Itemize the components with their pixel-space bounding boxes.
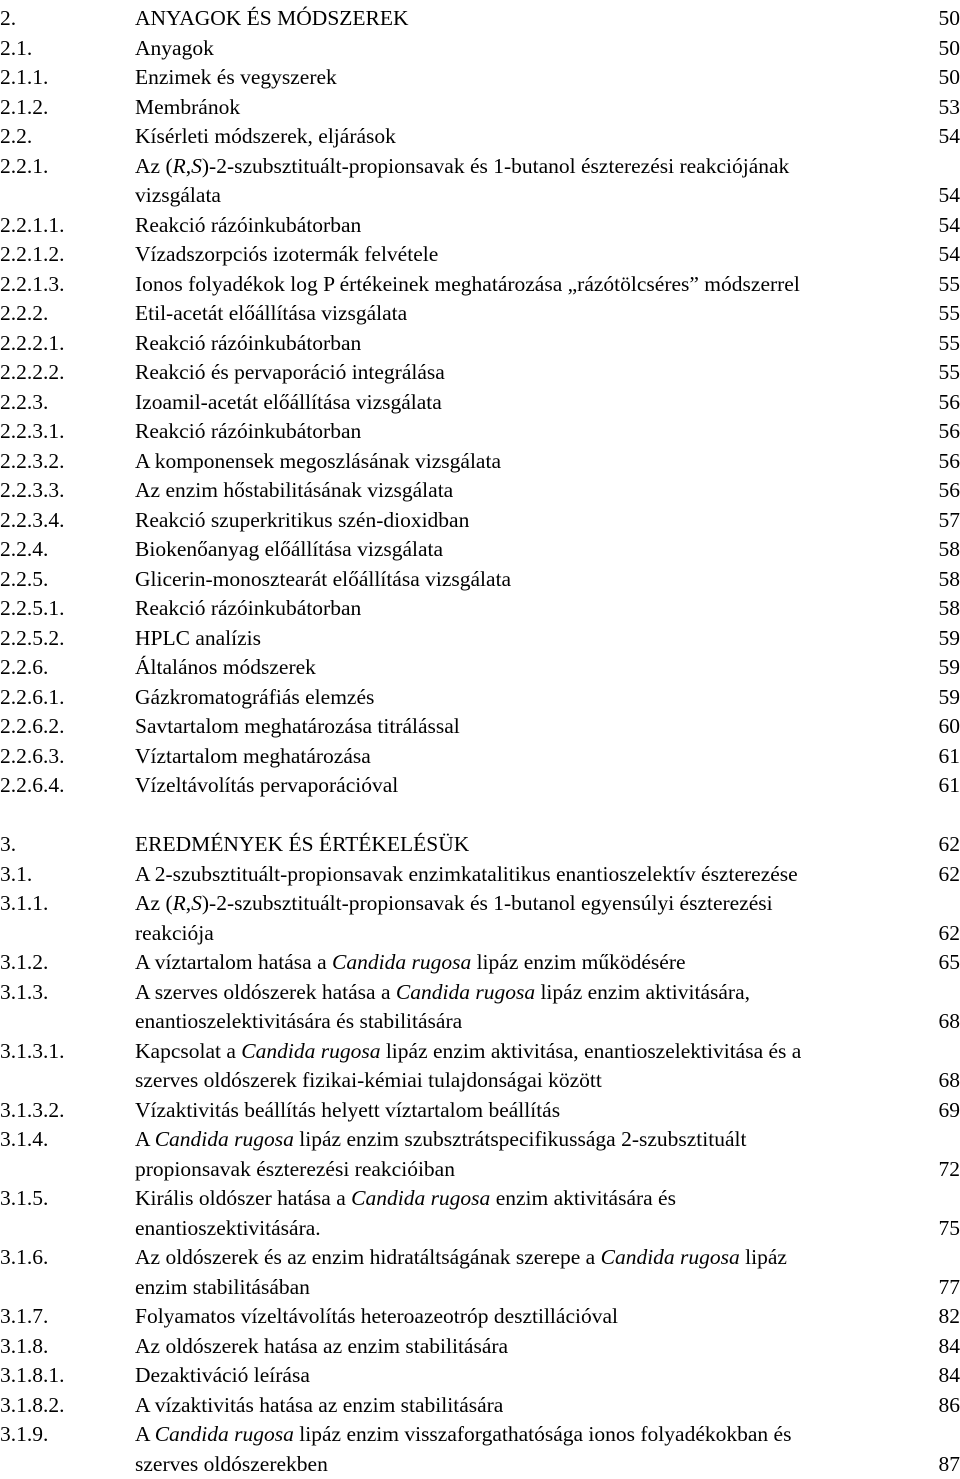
toc-entry — [0, 299, 960, 329]
page-number: 59 — [939, 624, 960, 654]
section-title: propionsavak észterezési reakcióiban — [135, 1155, 455, 1185]
page-number: 84 — [939, 1332, 960, 1362]
section-title: Kapcsolat a Candida rugosa lipáz enzim aktivitása, enantioszelektivitása és a — [135, 1037, 801, 1067]
section-number: 3.1.3. — [0, 978, 48, 1008]
section-number: 2.2.2.1. — [0, 329, 65, 359]
toc-entry — [0, 889, 960, 948]
toc-line — [0, 594, 960, 624]
section-title: A Candida rugosa lipáz enzim szubsztrátspecifikussága 2-szubsztituált — [135, 1125, 746, 1155]
toc-entry — [0, 4, 960, 34]
page-number: 75 — [939, 1214, 960, 1244]
page-number: 55 — [939, 329, 960, 359]
section-title: Víztartalom meghatározása — [135, 742, 371, 772]
toc-entry — [0, 1332, 960, 1362]
toc-entry — [0, 358, 960, 388]
page-number: 57 — [939, 506, 960, 536]
section-title: Reakció rázóinkubátorban — [135, 329, 361, 359]
toc-line — [0, 535, 960, 565]
toc-line — [0, 1332, 960, 1362]
page-number: 62 — [939, 919, 960, 949]
page-number: 72 — [939, 1155, 960, 1185]
section-number: 2.1. — [0, 34, 32, 64]
toc-line — [0, 152, 960, 182]
section-number: 2.2.3.3. — [0, 476, 65, 506]
section-number: 3.1.2. — [0, 948, 48, 978]
toc-line — [0, 358, 960, 388]
section-number: 3.1.5. — [0, 1184, 48, 1214]
toc-line — [0, 181, 960, 211]
toc-entry — [0, 1037, 960, 1096]
toc-line — [0, 830, 960, 860]
page-number: 50 — [939, 34, 960, 64]
section-title: Reakció rázóinkubátorban — [135, 594, 361, 624]
toc-line — [0, 388, 960, 418]
section-number: 2.2.3.1. — [0, 417, 65, 447]
toc-entry — [0, 476, 960, 506]
toc-line — [0, 565, 960, 595]
section-title: Anyagok — [135, 34, 214, 64]
toc-entry — [0, 506, 960, 536]
toc-line — [0, 447, 960, 477]
section-title: Kísérleti módszerek, eljárások — [135, 122, 396, 152]
toc-line — [0, 1361, 960, 1391]
toc-line — [0, 1184, 960, 1214]
section-title: Ionos folyadékok log P értékeinek meghatározása „rázótölcséres” módszerrel — [135, 270, 800, 300]
section-title: Izoamil-acetát előállítása vizsgálata — [135, 388, 442, 418]
section-number: 3. — [0, 830, 16, 860]
table-of-contents — [0, 4, 960, 1479]
toc-line — [0, 1420, 960, 1450]
section-title: reakciója — [135, 919, 214, 949]
page-number: 54 — [939, 240, 960, 270]
page-number: 68 — [939, 1066, 960, 1096]
section-title: A komponensek megoszlásának vizsgálata — [135, 447, 501, 477]
section-number: 2.2.5. — [0, 565, 48, 595]
toc-entry — [0, 565, 960, 595]
page-number: 55 — [939, 270, 960, 300]
section-number: 2.2.1. — [0, 152, 48, 182]
page-number: 69 — [939, 1096, 960, 1126]
section-title: Az oldószerek hatása az enzim stabilitására — [135, 1332, 508, 1362]
toc-entry — [0, 122, 960, 152]
page-number: 58 — [939, 535, 960, 565]
page-number: 87 — [939, 1450, 960, 1479]
toc-line — [0, 771, 960, 801]
section-gap — [0, 801, 960, 831]
toc-entry — [0, 270, 960, 300]
page-number: 82 — [939, 1302, 960, 1332]
section-number: 2.2.1.2. — [0, 240, 65, 270]
section-number: 3.1. — [0, 860, 32, 890]
section-number: 3.1.8.2. — [0, 1391, 65, 1421]
toc-line — [0, 270, 960, 300]
toc-entry — [0, 712, 960, 742]
toc-line — [0, 1007, 960, 1037]
section-title: szerves oldószerekben — [135, 1450, 328, 1479]
page-number: 77 — [939, 1273, 960, 1303]
toc-entry — [0, 1302, 960, 1332]
section-number: 2. — [0, 4, 16, 34]
page-number: 86 — [939, 1391, 960, 1421]
toc-entry — [0, 417, 960, 447]
page-number: 55 — [939, 358, 960, 388]
toc-line — [0, 299, 960, 329]
toc-entry — [0, 63, 960, 93]
toc-entry — [0, 211, 960, 241]
section-number: 2.2.5.2. — [0, 624, 65, 654]
section-number: 2.1.2. — [0, 93, 48, 123]
page-number: 54 — [939, 181, 960, 211]
section-title: Reakció rázóinkubátorban — [135, 211, 361, 241]
section-number: 2.2. — [0, 122, 32, 152]
page-number: 50 — [939, 4, 960, 34]
section-title: Királis oldószer hatása a Candida rugosa enzim aktivitására és — [135, 1184, 676, 1214]
section-title: Folyamatos vízeltávolítás heteroazeotróp desztillációval — [135, 1302, 618, 1332]
toc-entry — [0, 1361, 960, 1391]
section-title: A szerves oldószerek hatása a Candida rugosa lipáz enzim aktivitására, — [135, 978, 750, 1008]
toc-line — [0, 1096, 960, 1126]
page-number: 56 — [939, 447, 960, 477]
toc-entry — [0, 860, 960, 890]
toc-entry — [0, 771, 960, 801]
toc-entry — [0, 152, 960, 211]
section-number: 3.1.4. — [0, 1125, 48, 1155]
toc-entry — [0, 624, 960, 654]
section-title: Reakció rázóinkubátorban — [135, 417, 361, 447]
section-title: A víztartalom hatása a Candida rugosa lipáz enzim működésére — [135, 948, 686, 978]
toc-entry — [0, 329, 960, 359]
toc-entry — [0, 388, 960, 418]
toc-entry — [0, 93, 960, 123]
toc-line — [0, 1243, 960, 1273]
toc-line — [0, 34, 960, 64]
toc-line — [0, 476, 960, 506]
toc-entry — [0, 1184, 960, 1243]
section-number: 3.1.3.1. — [0, 1037, 65, 1067]
section-title: vizsgálata — [135, 181, 221, 211]
toc-line — [0, 653, 960, 683]
toc-line — [0, 1214, 960, 1244]
section-title: Etil-acetát előállítása vizsgálata — [135, 299, 407, 329]
section-title: enzim stabilitásában — [135, 1273, 310, 1303]
section-title: A 2-szubsztituált-propionsavak enzimkatalitikus enantioszelektív észterezése — [135, 860, 798, 890]
section-title: Az (R,S)-2-szubsztituált-propionsavak és 1-butanol észterezési reakciójának — [135, 152, 789, 182]
section-title: Az oldószerek és az enzim hidratáltságának szerepe a Candida rugosa lipáz — [135, 1243, 787, 1273]
toc-line — [0, 1391, 960, 1421]
section-number: 2.2.1.1. — [0, 211, 65, 241]
section-number: 2.2.6.2. — [0, 712, 65, 742]
toc-line — [0, 1037, 960, 1067]
toc-line — [0, 948, 960, 978]
toc-entry — [0, 1420, 960, 1479]
toc-entry — [0, 948, 960, 978]
section-title: Gázkromatográfiás elemzés — [135, 683, 374, 713]
toc-line — [0, 860, 960, 890]
section-number: 3.1.6. — [0, 1243, 48, 1273]
page-number: 59 — [939, 653, 960, 683]
section-number: 3.1.3.2. — [0, 1096, 65, 1126]
page-number: 68 — [939, 1007, 960, 1037]
section-title: Az (R,S)-2-szubsztituált-propionsavak és 1-butanol egyensúlyi észterezési — [135, 889, 773, 919]
toc-line — [0, 63, 960, 93]
section-title: enantioszelektivitására és stabilitására — [135, 1007, 462, 1037]
section-number: 2.2.4. — [0, 535, 48, 565]
toc-line — [0, 683, 960, 713]
page-number: 54 — [939, 211, 960, 241]
section-number: 3.1.8.1. — [0, 1361, 65, 1391]
section-number: 2.2.3.2. — [0, 447, 65, 477]
section-title: Biokenőanyag előállítása vizsgálata — [135, 535, 443, 565]
section-title: szerves oldószerek fizikai-kémiai tulajdonságai között — [135, 1066, 602, 1096]
toc-line — [0, 240, 960, 270]
page-number: 56 — [939, 417, 960, 447]
section-title: Dezaktiváció leírása — [135, 1361, 310, 1391]
section-number: 2.2.6.1. — [0, 683, 65, 713]
toc-line — [0, 712, 960, 742]
toc-entry — [0, 1391, 960, 1421]
section-title: Vízadszorpciós izotermák felvétele — [135, 240, 438, 270]
section-number: 3.1.8. — [0, 1332, 48, 1362]
toc-line — [0, 1155, 960, 1185]
toc-line — [0, 506, 960, 536]
section-title: Enzimek és vegyszerek — [135, 63, 337, 93]
toc-entry — [0, 1125, 960, 1184]
section-title: EREDMÉNYEK ÉS ÉRTÉKELÉSÜK — [135, 830, 469, 860]
section-number: 2.2.2. — [0, 299, 48, 329]
section-number: 2.1.1. — [0, 63, 48, 93]
section-title: Glicerin-monosztearát előállítása vizsgálata — [135, 565, 511, 595]
toc-line — [0, 417, 960, 447]
page-number: 53 — [939, 93, 960, 123]
toc-entry — [0, 34, 960, 64]
toc-entry — [0, 594, 960, 624]
section-title: Vízeltávolítás pervaporációval — [135, 771, 398, 801]
section-title: Vízaktivitás beállítás helyett víztartalom beállítás — [135, 1096, 560, 1126]
toc-line — [0, 329, 960, 359]
page-number: 61 — [939, 771, 960, 801]
toc-line — [0, 1066, 960, 1096]
toc-line — [0, 4, 960, 34]
toc-entry — [0, 653, 960, 683]
toc-entry — [0, 1096, 960, 1126]
toc-line — [0, 122, 960, 152]
toc-line — [0, 889, 960, 919]
section-title: Reakció szuperkritikus szén-dioxidban — [135, 506, 469, 536]
page-number: 62 — [939, 830, 960, 860]
page-number: 59 — [939, 683, 960, 713]
section-title: Membránok — [135, 93, 240, 123]
section-number: 2.2.1.3. — [0, 270, 65, 300]
page-number: 62 — [939, 860, 960, 890]
section-title: A vízaktivitás hatása az enzim stabilitására — [135, 1391, 503, 1421]
section-number: 2.2.3.4. — [0, 506, 65, 536]
toc-line — [0, 742, 960, 772]
section-number: 3.1.1. — [0, 889, 48, 919]
section-title: Reakció és pervaporáció integrálása — [135, 358, 445, 388]
toc-entry — [0, 683, 960, 713]
toc-line — [0, 1125, 960, 1155]
page-number: 55 — [939, 299, 960, 329]
section-number: 2.2.6.3. — [0, 742, 65, 772]
section-number: 2.2.6.4. — [0, 771, 65, 801]
section-number: 2.2.3. — [0, 388, 48, 418]
page-number: 54 — [939, 122, 960, 152]
toc-entry — [0, 240, 960, 270]
toc-line — [0, 1450, 960, 1479]
page-number: 60 — [939, 712, 960, 742]
section-title: ANYAGOK ÉS MÓDSZEREK — [135, 4, 409, 34]
section-number: 2.2.5.1. — [0, 594, 65, 624]
page-number: 58 — [939, 594, 960, 624]
section-title: HPLC analízis — [135, 624, 261, 654]
page-number: 84 — [939, 1361, 960, 1391]
toc-line — [0, 624, 960, 654]
page-number: 56 — [939, 388, 960, 418]
page-number: 65 — [939, 948, 960, 978]
toc-line — [0, 93, 960, 123]
section-number: 2.2.2.2. — [0, 358, 65, 388]
section-title: A Candida rugosa lipáz enzim visszaforgathatósága ionos folyadékokban és — [135, 1420, 791, 1450]
toc-line — [0, 211, 960, 241]
section-number: 3.1.9. — [0, 1420, 48, 1450]
toc-entry — [0, 978, 960, 1037]
section-title: enantioszektivitására. — [135, 1214, 321, 1244]
section-title: Savtartalom meghatározása titrálással — [135, 712, 460, 742]
section-title: Az enzim hőstabilitásának vizsgálata — [135, 476, 453, 506]
toc-line — [0, 1302, 960, 1332]
toc-line — [0, 1273, 960, 1303]
toc-entry — [0, 447, 960, 477]
page-number: 58 — [939, 565, 960, 595]
section-title: Általános módszerek — [135, 653, 316, 683]
toc-entry — [0, 535, 960, 565]
page-number: 50 — [939, 63, 960, 93]
page-number: 61 — [939, 742, 960, 772]
section-number: 3.1.7. — [0, 1302, 48, 1332]
toc-entry — [0, 742, 960, 772]
toc-line — [0, 919, 960, 949]
section-number: 2.2.6. — [0, 653, 48, 683]
page-number: 56 — [939, 476, 960, 506]
toc-line — [0, 978, 960, 1008]
toc-entry — [0, 830, 960, 860]
toc-entry — [0, 1243, 960, 1302]
